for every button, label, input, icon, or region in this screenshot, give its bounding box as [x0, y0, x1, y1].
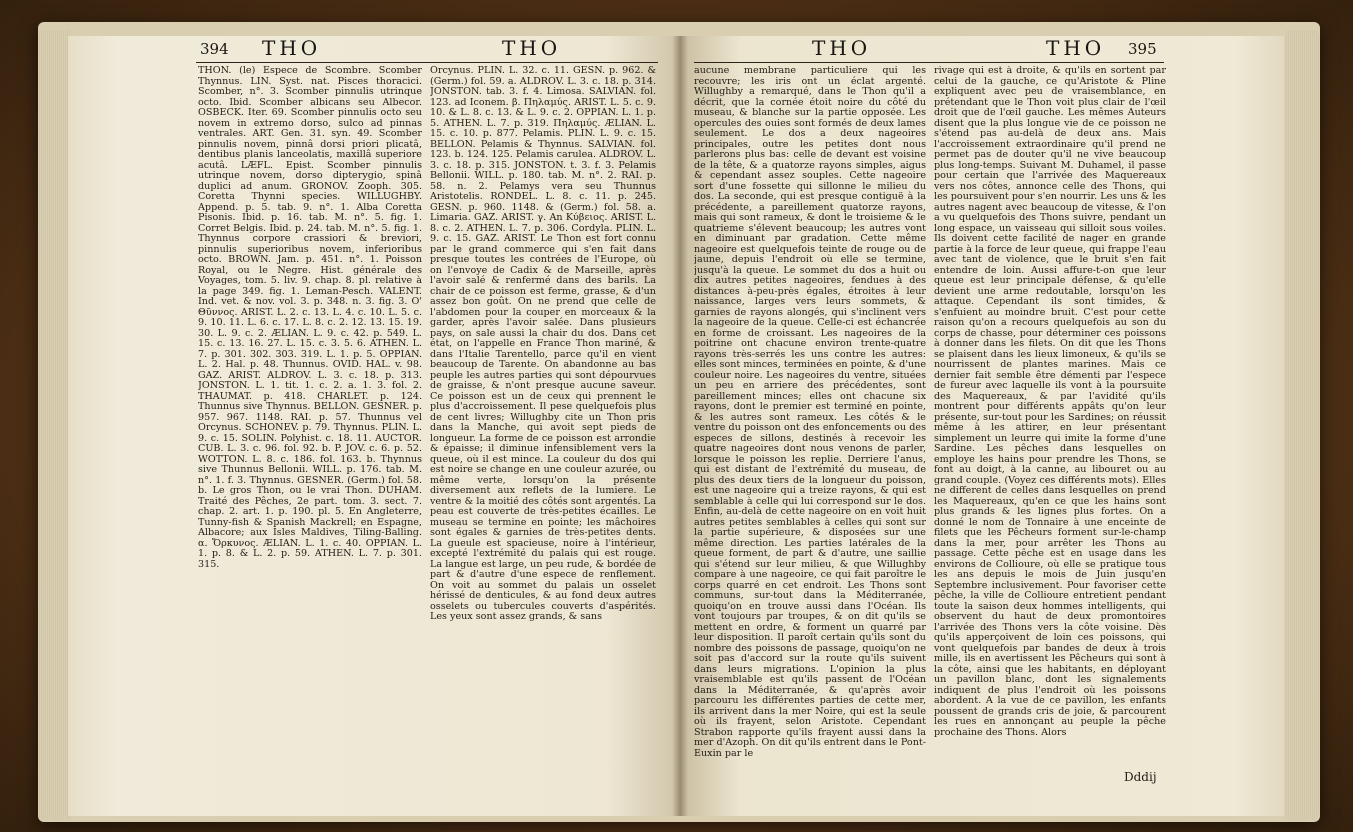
right-col1-text: aucune membrane particuliere qui les recouvre; les iris ont un éclat argenté. Willughby a remarqué, dans le Thon qu'il a décrit, que la cornée étoit noire du côté du museau, & blanche sur la partie opposée. Les opercules des ouies sont formés de deux lames seulement. Le dos a deux nageoires principales, outre les petites dont nous parlerons plus bas: celle de devant est voisine de la tête, & a quatorze rayons simples, aigus & cependant assez souples. Cette nageoire sort d'une fossette qui sillonne le milieu du dos. La seconde, qui est presque contiguë à la précédente, a pareillement quatorze rayons, mais qui sont rameux, & dont le troisieme & le quatrieme s'élevent beaucoup; les autres vont en diminuant par gradation. Cette même nageoire est quelquefois teinte de rouge ou de jaune, depuis l'endroit où elle se termine, jusqu'à la queue. Le sommet du dos a huit ou dix autres petites nageoires, fendues à des distances à-peu-près égales, étroites à leur naissance, larges vers leurs sommets, & garnies de rayons alongés, qui s'inclinent vers la nageoire de la queue. Celle-ci est échancrée en forme de croissant. Les nageoires de la poitrine ont chacune environ trente-quatre rayons très-serrés les uns contre les autres: elles sont minces, terminées en pointe, & d'une couleur noire. Les nageoires du ventre, situées un peu en arriere des précédentes, sont pareillement minces; elles ont chacune six rayons, dont le premier est terminé en pointe, & les autres sont rameux. Les côtés & le ventre du poisson ont des enfoncements ou des especes de sillons, destinés à recevoir les quatre nageoires dont nous venons de parler, lorsque le poisson les replie. Derriere l'anus, qui est distant de l'extrémité du museau, de plus des deux tiers de la longueur du poisson, est une nageoire qui a treize rayons, & qui est semblable à celle qui lui correspond sur le dos. Enfin, au-delà de cette nageoire on en voit huit autres petites semblables à celles qui sont sur la partie supérieure, & disposées sur une même direction. Les parties latérales de la queue forment, de part & d'autre, une saillie qui s'étend sur leur milieu, & que Willughby compare à une nageoire, ce qui fait paroître le corps quarré en cet endroit. Les Thons sont communs, sur-tout dans la Méditerranée, quoiqu'on en trouve aussi dans l'Océan. Ils vont toujours par troupes, & on dit qu'ils se mettent en ordre, & forment un quarré par leur disposition. Il paroît certain qu'ils sont du nombre des poissons de passage, quoiqu'on ne soit pas d'accord sur la route qu'ils suivent dans leurs migrations. L'opinion la plus vraisemblable est qu'ils passent de l'Océan dans la Méditerranée, & qu'après avoir parcouru les différentes parties de cette mer, ils arrivent dans la mer Noire, qui est la seule où ils frayent, selon Aristote. Cependant Strabon rapporte qu'ils frayent aussi dans la mer d'Azoph. On dit qu'ils entrent dans le Pont-Euxin par le: [694, 66, 926, 759]
book-edge-left: [38, 30, 70, 820]
right-header-rule: [694, 62, 1164, 63]
left-page-column-1: [198, 66, 422, 766]
right-col2-text: rivage qui est à droite, & qu'ils en sortent par celui de la gauche, ce qu'Aristote & Pline expliquent avec peu de vraisemblance, en prétendant que le Thon voit plus clair de l'œil droit que de l'œil gauche. Les mêmes Auteurs disent que la plus longue vie de ce poisson ne s'étend pas au-delà de deux ans. Mais l'accroissement extraordinaire qu'il prend ne permet pas de douter qu'il ne vive beaucoup plus long-temps. Suivant M. Duhamel, il passe pour certain que l'arrivée des Maquereaux vers nos côtes, annonce celle des Thons, qui les poursuivent pour s'en nourrir. Les uns & les autres nagent avec beaucoup de vitesse, & l'on a vu quelquefois des Thons suivre, pendant un long espace, un vaisseau qui silloit sous voiles. Ils doivent cette facilité de nager en grande partie à la force de leur queue, qui frappe l'eau avec tant de violence, que le bruit s'en fait entendre de loin. Aussi affure-t-on que leur queue est leur principale défense, & qu'elle devient une arme redoutable, lorsqu'on les attaque. Cependant ils sont timides, & s'enfuient au moindre bruit. C'est pour cette raison qu'on a recours quelquefois au son du corps de chasse, pour déterminer ces poissons à donner dans les filets. On dit que les Thons se plaisent dans les lieux limoneux, & qu'ils se nourrissent de plantes marines. Mais ce dernier fait semble être démenti par l'espece de fureur avec laquelle ils vont à la poursuite des Maquereaux, & par l'avidité qu'ils montrent pour différents appâts qu'on leur présente, sur-tout pour les Sardines; on réussit même à les attirer, en leur présentant simplement un leurre qui imite la forme d'une Sardine. Les pêches dans lesquelles on employe les hains pour prendre les Thons, se font au doigt, à la canne, au libouret ou au grand couple. (Voyez ces différents mots). Elles ne different de celles dans lesquelles on prend les Maquereaux, qu'en ce que les hains sont plus grands & les lignes plus fortes. On a donné le nom de Tonnaire à une enceinte de filets que les Pêcheurs forment sur-le-champ dans la mer, pour arrêter les Thons au passage. Cette pêche est en usage dans les environs de Collioure, où elle se pratique tous les ans depuis le mois de Juin jusqu'en Septembre inclusivement. Pour favoriser cette pêche, la ville de Collioure entretient pendant toute la saison deux hommes intelligents, qui observent du haut de deux promontoires l'arrivée des Thons vers la côte voisine. Dès qu'ils apperçoivent de loin ces poissons, qui vont quelquefois par bandes de deux à trois mille, ils en avertissent les Pêcheurs qui sont à la côte, ainsi que les habitants, en déployant un pavillon blanc, dont les signalements indiquent de plus l'endroit où les poissons abordent. A la vue de ce pavillon, les enfants poussent de grands cris de joie, & parcourent les rues en annonçant au peuple la pêche prochaine des Thons. Alors: [934, 66, 1166, 738]
left-col2-text: Orcynus. PLIN. L. 32. c. 11. GESN. p. 962. & (Germ.) fol. 59. a. ALDROV. L. 3. c. 18. p. 314. JONSTON. tab. 3. f. 4. Limosa. SALVIAN. fol. 123. ad Iconem. β. Πηλαμύς. ARIST. L. 5. c. 9. 10. & L. 8. c. 13. & L. 9. c. 2. OPPIAN. L. 1. p. 5. ATHEN. L. 7. p. 319. Πηλαμύς. ÆLIAN. L. 15. c. 10. p. 877. Pelamis. PLIN. L. 9. c. 15. BELLON. Pelamis & Thynnus. SALVIAN. fol. 123. b. 124. 125. Pelamis carulea. ALDROV. L. 3. c. 18. p. 315. JONSTON. t. 3. f. 3. Pelamis Bellonii. WILL. p. 180. tab. M. n°. 2. RAI. p. 58. n. 2. Pelamys vera seu Thunnus Aristotelis. RONDEL. L. 8. c. 11. p. 245. GESN. p. 960. 1148. & (Germ.) fol. 58. a. Limaria. GAZ. ARIST. γ. An Κύβειος. ARIST. L. 8. c. 2. ATHEN. L. 7. p. 306. Cordyla. PLIN. L. 9. c. 15. GAZ. ARIST. Le Thon est fort connu par le grand commerce qui s'en fait dans presque toutes les contrées de l'Europe, où on l'envoye de Cadix & de Marseille, après l'avoir salé & renfermé dans des barils. La chair de ce poisson est ferme, grasse, & d'un assez bon goût. On ne prend que celle de l'abdomen pour la couper en morceaux & la garder, après l'avoir salée. Dans plusieurs pays, on sale aussi la chair du dos. Dans cet état, on l'appelle en France Thon mariné, & dans l'Italie Tarentello, parce qu'il en vient beaucoup de Tarente. On abandonne au bas peuple les autres parties qui sont dépourvues de graisse, & n'ont presque aucune saveur. Ce poisson est un de ceux qui prennent le plus d'accroissement. Il pese quelquefois plus de cent livres; Willughby cite un Thon pris dans la Manche, qui avoit sept pieds de longueur. La forme de ce poisson est arrondie & épaisse; il diminue infensiblement vers la queue, où il est mince. La couleur du dos qui est noire se change en une couleur azurée, ou même verte, lorsqu'on la présente diversement aux reflets de la lumiere. Le ventre & la moitié des côtés sont argentés. La peau est couverte de très-petites écailles. Le museau se termine en pointe; les mâchoires sont égales & garnies de très-petites dents. La gueule est spacieuse, noire à l'intérieur, excepté l'extrémité du palais qui est rouge. La langue est large, un peu rude, & bordée de part & d'autre d'une espece de renflement. On voit au sommet du palais un osselet hérissé de denticules, & au fond deux autres osselets ou tubercules couverts d'aspérités. Les yeux sont assez grands, & sans: [430, 66, 656, 622]
left-col1-text: THON. (le) Espece de Scombre. Scomber Thynnus. LIN. Syst. nat. Pisces thoracici. Scomber, n°. 3. Scomber pinnulis utrinque octo. Ibid. Scomber albicans seu Albecor. OSBECK. Iter. 69. Scomber pinnulis octo seu novem in extremo dorso, sulco ad pinnas ventrales. ART. Gen. 31. syn. 49. Scomber pinnulis novem, pinnâ dorsi priori plicatâ, dentibus planis lanceolatis, maxillâ superiore acutâ. LÆFL. Epist. Scomber pinnulis utrinque novem, dorso dipterygio, spinâ duplici ad anum. GRONOV. Zooph. 305. Coretta Thynni species. WILLUGHBY. Append. p. 5. tab. 9. n°. 1. Alba Coretta Pisonis. Ibid. p. 16. tab. M. n°. 5. fig. 1. Corret Belgis. Ibid. p. 24. tab. M. n°. 5. fig. 1. Thynnus corpore crassiori & breviori, pinnulis superioribus novem, inferioribus octo. BROWN. Jam. p. 451. n°. 1. Poisson Royal, ou le Negre. Hist. générale des Voyages, tom. 5. liv. 9. chap. 8. pl. relative à la page 349. fig. 1. Leman-Pesch. VALENT. Ind. vet. & nov. vol. 3. p. 348. n. 3. fig. 3. O' Θῦννος. ARIST. L. 2. c. 13. L. 4. c. 10. L. 5. c. 9. 10. 11. L. 6. c. 17. L. 8. c. 2. 12. 13. 15. 19. 30. L. 9. c. 2. ÆLIAN. L. 9. c. 42. p. 549. L. 15. c. 13. 16. 27. L. 15. c. 3. 5. 6. ATHEN. L. 7. p. 301. 302. 303. 319. L. 1. p. 5. OPPIAN. L. 2. Hal. p. 48. Thunnus. OVID. HAL. v. 98. GAZ. ARIST. ALDROV. L. 3. c. 18. p. 313. JONSTON. L. 1. tit. 1. c. 2. a. 1. 3. fol. 2. THAUMAT. p. 418. CHARLET. p. 124. Thunnus sive Thynnus. BELLON. GESNER. p. 957. 967. 1148. RAI. p. 57. Thunnus vel Orcynus. SCHONEV. p. 79. Thynnus. PLIN. L. 9. c. 15. SOLIN. Polyhist. c. 18. 11. AUCTOR. CUB. L. 3. c. 96. fol. 92. b. P. JOV. c. 6. p. 52. WOTTON. L. 8. c. 186. fol. 163. b. Thynnus sive Thunnus Bellonii. WILL. p. 176. tab. M. n°. 1. f. 3. Thynnus. GESNER. (Germ.) fol. 58. b. Le gros Thon, ou le vrai Thon. DUHAM. Traité des Pêches, 2e part. tom. 3. sect. 7. chap. 2. art. 1. p. 190. pl. 5. En Angleterre, Tunny-fish & Spanish Mackrell; en Espagne, Albacore; aux Isles Maldives, Tiling-Balling. α. Ὄρκυνος. ÆLIAN. L. 1. c. 40. OPPIAN. L. 1. p. 8. & L. 2. p. 59. ATHEN. L. 7. p. 301. 315.: [198, 66, 422, 570]
left-header-left: THO: [262, 36, 322, 60]
right-page-column-1: [694, 66, 926, 766]
left-header-rule: [196, 62, 658, 63]
right-header-right: THO: [1046, 36, 1106, 60]
left-header-right: THO: [502, 36, 562, 60]
book-gutter: [672, 36, 688, 816]
left-page-column-2: [430, 66, 656, 766]
printer-signature: Dddij: [1124, 770, 1157, 784]
right-page-column-2: [934, 66, 1166, 766]
left-page-number: 394: [200, 40, 229, 58]
right-header-left: THO: [812, 36, 872, 60]
book-edge-right: [1285, 30, 1319, 820]
right-page-number: 395: [1128, 40, 1157, 58]
